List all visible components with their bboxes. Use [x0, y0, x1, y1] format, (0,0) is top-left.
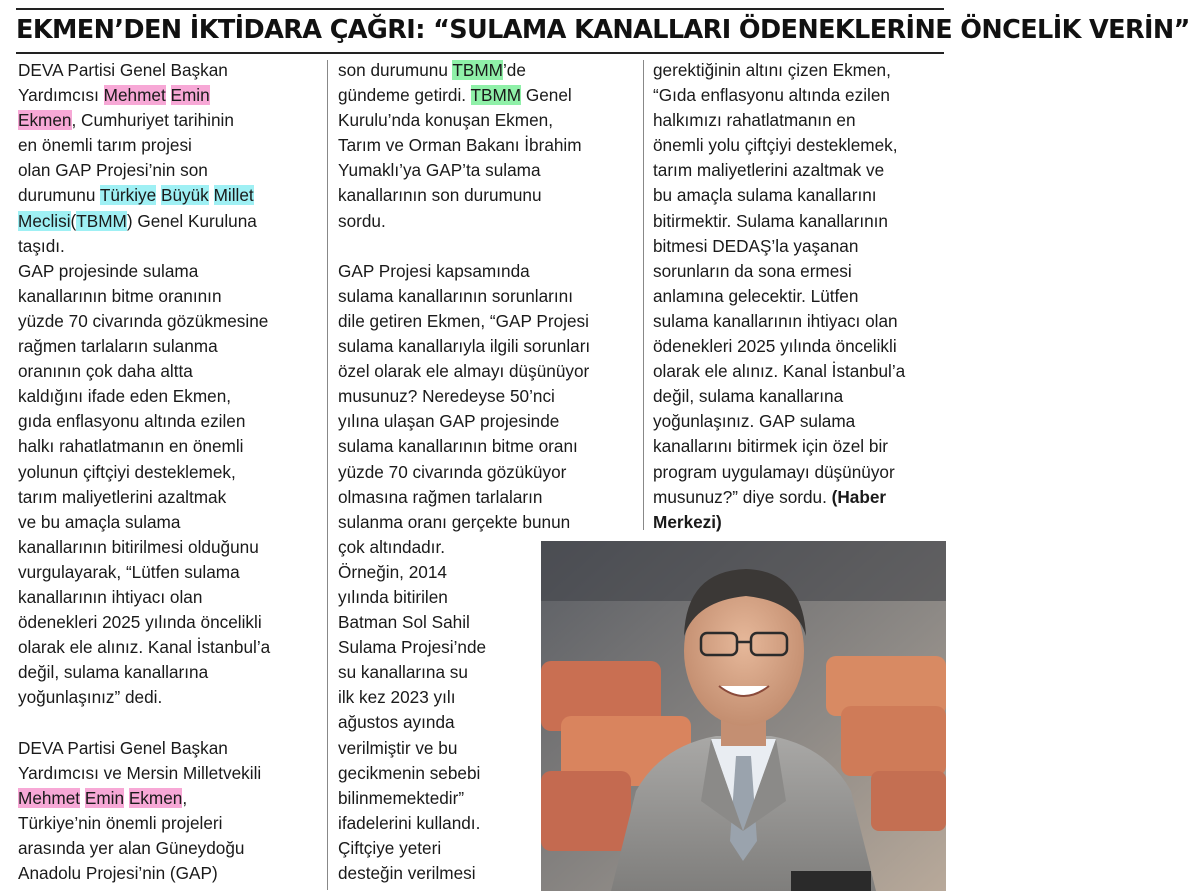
text-run: gıda enflasyonu altında ezilen [18, 411, 246, 432]
text-run: gecikmenin sebebi [338, 762, 481, 783]
text-run: su kanallarına su [338, 662, 468, 683]
text-run: vurgulayarak, “Lütfen sulama [18, 561, 240, 582]
text-run: Örneğin, 2014 [338, 561, 447, 582]
text-run: sulama kanallarının sorunlarını [338, 285, 574, 306]
text-run: bilinmemektedir” [338, 787, 465, 808]
highlighted-term: Türkiye [99, 185, 157, 206]
text-run: olarak ele alınız. Kanal İstanbul’a [653, 361, 906, 382]
text-run: Batman Sol Sahil [338, 612, 470, 633]
text-line [18, 234, 318, 259]
headline: EKMEN’DEN İKTİDARA ÇAĞRI: “SULAMA KANALLARI ÖDENEKLERİNE ÖNCELİK VERİN” [16, 15, 1190, 45]
top-rule [16, 8, 944, 10]
text-line [18, 510, 318, 535]
text-line [18, 309, 318, 334]
text-line [18, 359, 318, 384]
text-run: durumunu [18, 185, 100, 206]
text-run: DEVA Partisi Genel Başkan [18, 60, 228, 80]
text-run: arasında yer alan Güneydoğu [18, 837, 245, 858]
text-run: değil, sulama kanallarına [653, 386, 844, 407]
text-run: GAP Projesi kapsamında [338, 260, 530, 281]
text-line [338, 409, 630, 434]
text-run: olmasına rağmen tarlaların [338, 486, 543, 507]
text-line [18, 259, 318, 284]
text-line [18, 585, 318, 610]
text-line [18, 811, 318, 836]
text-run: bu amaçla sulama kanallarını [653, 185, 877, 206]
text-line [18, 836, 318, 861]
text-line [338, 460, 630, 485]
highlighted-term: Mehmet [18, 787, 81, 808]
text-run: musunuz?” diye sordu. [653, 486, 832, 507]
text-line [18, 535, 318, 560]
text-run: bitirmektir. Sulama kanallarının [653, 210, 888, 231]
text-run: sulama kanallarının ihtiyacı olan [653, 310, 898, 331]
text-run: “Gıda enflasyonu altında ezilen [653, 85, 890, 106]
text-line [653, 485, 948, 510]
text-line [18, 761, 318, 786]
text-line [653, 284, 948, 309]
highlighted-term: Meclisi [18, 210, 71, 231]
highlighted-term: TBMM [76, 210, 127, 231]
text-line [338, 108, 630, 133]
text-run [209, 185, 214, 205]
text-line [653, 234, 948, 259]
text-run: Tarım ve Orman Bakanı İbrahim [338, 135, 582, 156]
text-line [18, 460, 318, 485]
text-run: Anadolu Projesi’nin (GAP) [18, 863, 218, 883]
text-run: gerektiğinin altını çizen Ekmen, [653, 60, 891, 80]
highlighted-term: Emin [84, 787, 125, 808]
text-line [18, 610, 318, 635]
text-run: tarım maliyetlerini azaltmak [18, 486, 227, 507]
text-run: kanallarının bitirilmesi olduğunu [18, 536, 259, 557]
text-run: sulama kanallarıyla ilgili sorunları [338, 336, 591, 357]
highlighted-term: Ekmen [18, 110, 72, 131]
text-run: ifadelerini kullandı. [338, 812, 481, 833]
text-line [18, 108, 318, 133]
article-column-3 [653, 58, 948, 535]
headline-rule [16, 52, 944, 54]
text-line [338, 485, 630, 510]
text-line [18, 786, 318, 811]
highlighted-term: Büyük [161, 185, 209, 206]
text-run: ağustos ayında [338, 712, 455, 733]
text-run: oranının çok daha altta [18, 361, 193, 382]
text-line [653, 334, 948, 359]
text-line [18, 133, 318, 158]
text-run: , [182, 787, 188, 808]
text-run: sulanma oranı gerçekte bunun [338, 511, 571, 532]
text-line [653, 384, 948, 409]
highlighted-term: TBMM [470, 85, 522, 106]
text-run: kanallarının bitme oranının [18, 285, 222, 306]
text-run: değil, sulama kanallarına [18, 662, 209, 683]
text-run: Yardımcısı ve Mersin Milletvekili [18, 762, 262, 783]
text-run: yüzde 70 civarında gözüküyor [338, 461, 567, 482]
highlighted-term: TBMM [452, 60, 503, 80]
text-line [18, 560, 318, 585]
text-run: rağmen tarlaların sulanma [18, 336, 218, 357]
text-line [338, 384, 630, 409]
text-run: Türkiye’nin önemli projeleri [18, 812, 223, 833]
text-line [18, 284, 318, 309]
text-line [653, 309, 948, 334]
text-run: son durumunu [338, 60, 453, 80]
text-run: çok altındadır. [338, 536, 446, 557]
text-line [338, 133, 630, 158]
text-run: kanallarını bitirmek için özel bir [653, 436, 888, 457]
text-run: bitmesi DEDAŞ’la yaşanan [653, 235, 859, 256]
text-run: olarak ele alınız. Kanal İstanbul’a [18, 637, 271, 658]
text-run: gündeme getirdi. [338, 85, 471, 106]
text-run: anlamına gelecektir. Lütfen [653, 285, 859, 306]
text-line [18, 635, 318, 660]
text-run: verilmiştir ve bu [338, 737, 458, 758]
text-run: Sulama Projesi’nde [338, 637, 487, 658]
text-run: dile getiren Ekmen, “GAP Projesi [338, 310, 589, 331]
text-run: halkı rahatlatmanın en önemli [18, 436, 244, 457]
text-run: kaldığını ifade eden Ekmen, [18, 386, 232, 407]
source-credit: Merkezi) [653, 511, 722, 532]
text-run: önemli yolu çiftçiyi desteklemek, [653, 135, 898, 156]
text-run: Çiftçiye yeteri [338, 837, 442, 858]
text-run: Genel [521, 85, 572, 106]
text-line [18, 183, 318, 208]
text-run: yılına ulaşan GAP projesinde [338, 411, 560, 432]
text-run: ’de [502, 60, 526, 80]
text-line [653, 209, 948, 234]
text-run: musunuz? Neredeyse 50’nci [338, 386, 555, 407]
text-run: ve bu amaçla sulama [18, 511, 181, 532]
text-line [18, 158, 318, 183]
highlighted-term: Mehmet [103, 85, 166, 106]
text-run: ) Genel Kuruluna [126, 210, 257, 231]
text-run: sorunların da sona ermesi [653, 260, 852, 281]
text-run: halkımızı rahatlatmanın en [653, 110, 856, 131]
text-run: Kurulu’nda konuşan Ekmen, [338, 110, 553, 131]
text-line [653, 359, 948, 384]
text-line [338, 434, 630, 459]
text-line [338, 309, 630, 334]
text-run: Yardımcısı [18, 85, 104, 106]
text-line [18, 334, 318, 359]
text-line [653, 409, 948, 434]
text-run: sulama kanallarının bitme oranı [338, 436, 578, 457]
text-run: yolunun çiftçiyi desteklemek, [18, 461, 236, 482]
portrait-photo [541, 541, 946, 891]
text-run: olan GAP Projesi’nin son [18, 160, 208, 181]
text-line [338, 284, 630, 309]
text-run: özel olarak ele almayı düşünüyor [338, 361, 590, 382]
column-divider-1 [327, 60, 328, 890]
text-line [338, 183, 630, 208]
text-run: tarım maliyetlerini azaltmak ve [653, 160, 885, 181]
text-line [338, 334, 630, 359]
text-run: yoğunlaşınız. GAP sulama [653, 411, 856, 432]
text-line [653, 83, 948, 108]
text-run: ödenekleri 2025 yılında öncelikli [653, 336, 897, 357]
text-run: ilk kez 2023 yılı [338, 687, 456, 708]
text-line [338, 209, 630, 234]
highlighted-term: Ekmen [128, 787, 183, 808]
text-line [18, 736, 318, 761]
text-line [18, 83, 318, 108]
source-credit: (Haber [831, 486, 887, 507]
text-line [653, 133, 948, 158]
text-run: sordu. [338, 210, 386, 231]
text-run: kanallarının son durumunu [338, 185, 542, 206]
text-line [653, 460, 948, 485]
text-run: yılında bitirilen [338, 586, 448, 607]
text-line [338, 58, 630, 83]
text-line [338, 158, 630, 183]
text-line [653, 183, 948, 208]
highlighted-term: Millet [213, 185, 254, 206]
text-line [18, 861, 318, 886]
text-line [18, 485, 318, 510]
column-divider-2 [643, 60, 644, 530]
text-line [18, 58, 318, 83]
text-run: yüzde 70 civarında gözükmesine [18, 310, 269, 331]
text-run: en önemli tarım projesi [18, 135, 192, 156]
article-column-1 [18, 58, 318, 886]
text-line [653, 510, 948, 535]
text-run: DEVA Partisi Genel Başkan [18, 737, 228, 758]
text-line [653, 434, 948, 459]
text-line [18, 685, 318, 710]
portrait-illustration [541, 541, 946, 891]
text-run: , Cumhuriyet tarihinin [71, 110, 234, 131]
text-line [18, 384, 318, 409]
text-line [338, 83, 630, 108]
text-line [18, 660, 318, 685]
paragraph-gap [18, 710, 318, 735]
text-line [18, 409, 318, 434]
highlighted-term: Emin [170, 85, 210, 106]
text-run: program uygulamayı düşünüyor [653, 461, 895, 482]
text-line [338, 510, 630, 535]
text-run: GAP projesinde sulama [18, 260, 199, 281]
text-line [653, 259, 948, 284]
paragraph-gap [338, 234, 630, 259]
text-run: Yumaklı’ya GAP’ta sulama [338, 160, 541, 181]
text-line [338, 259, 630, 284]
text-run: yoğunlaşınız” dedi. [18, 687, 163, 708]
text-run: ödenekleri 2025 yılında öncelikli [18, 612, 262, 633]
text-run: desteğin verilmesi [338, 863, 476, 883]
text-run: taşıdı. [18, 235, 65, 256]
text-line [338, 359, 630, 384]
text-line [18, 434, 318, 459]
text-run: kanallarının ihtiyacı olan [18, 586, 203, 607]
text-run: ( [70, 210, 77, 231]
text-line [653, 158, 948, 183]
text-line [653, 108, 948, 133]
text-run [166, 85, 171, 105]
text-line [18, 209, 318, 234]
text-line [653, 58, 948, 83]
